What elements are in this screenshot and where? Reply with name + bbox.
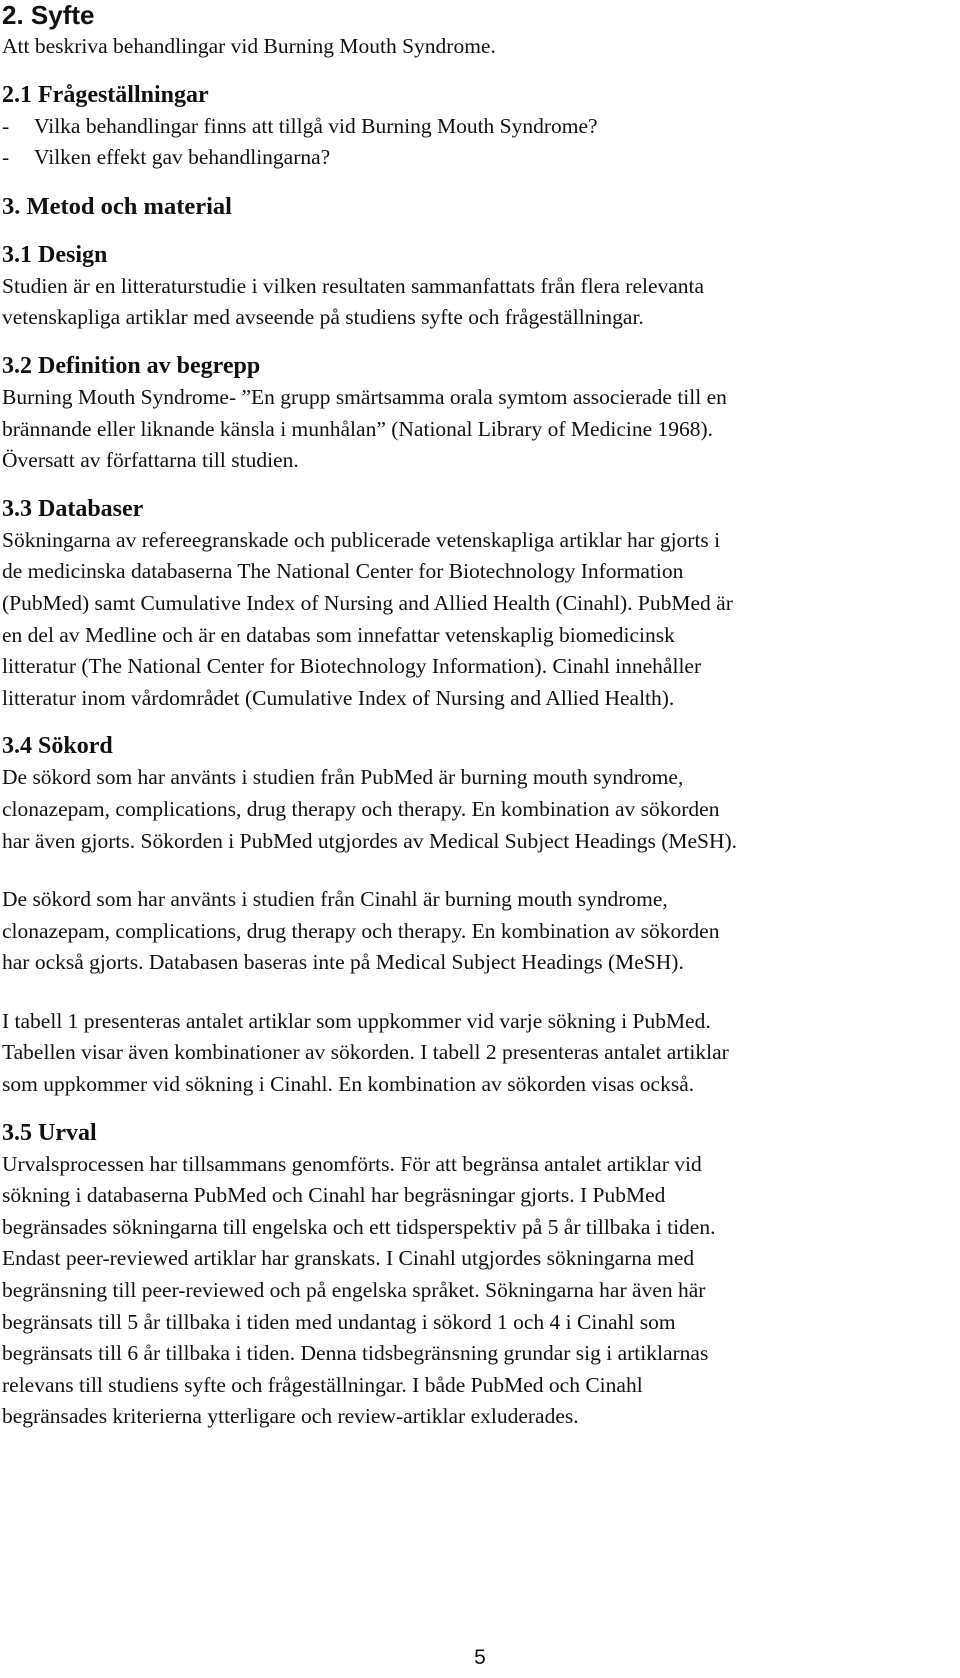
text-line: Endast peer-reviewed artiklar har granskats. I Cinahl utgjordes sökningarna med — [2, 1246, 695, 1271]
list-item-text: Vilka behandlingar finns att tillgå vid Burning Mouth Syndrome? — [34, 113, 598, 138]
text-line: De sökord som har använts i studien från PubMed är burning mouth syndrome, — [2, 765, 684, 790]
text-line: begränsats till 6 år tillbaka i tiden. Denna tidsbegränsning grundar sig i artiklarnas — [2, 1341, 709, 1366]
heading-design: 3.1 Design — [2, 241, 108, 268]
heading-sokord: 3.4 Sökord — [2, 733, 113, 760]
text-line: begränsning till peer-reviewed och på engelska språket. Sökningarna har även här — [2, 1278, 706, 1303]
text-line: Sökningarna av refereegranskade och publicerade vetenskapliga artiklar har gjorts i — [2, 527, 721, 552]
list-item — [2, 142, 954, 174]
text-line: litteratur (The National Center for Biotechnology Information). Cinahl innehåller — [2, 654, 702, 679]
text-line: Studien är en litteraturstudie i vilken resultaten sammanfattats från flera relevanta — [2, 273, 705, 298]
fragestallningar-list — [2, 111, 954, 174]
text-line: de medicinska databaserna The National Center for Biotechnology Information — [2, 559, 684, 584]
text-line: Översatt av författarna till studien. — [2, 448, 299, 473]
text-line: Tabellen visar även kombinationer av sökorden. I tabell 2 presenteras antalet artiklar — [2, 1040, 729, 1065]
heading-fragestallningar: 2.1 Frågeställningar — [2, 81, 209, 108]
text-line: relevans till studiens syfte och frågeställningar. I både PubMed och Cinahl — [2, 1372, 643, 1397]
text-line: en del av Medline och är en databas som innefattar vetenskaplig biomedicinsk — [2, 622, 675, 647]
page-number: 5 — [474, 1646, 486, 1669]
heading-definition: 3.2 Definition av begrepp — [2, 352, 261, 379]
text-line: I tabell 1 presenteras antalet artiklar som uppkommer vid varje sökning i PubMed. — [2, 1008, 711, 1033]
urval-text — [2, 1149, 954, 1433]
sokord-paragraph-cinahl — [2, 884, 954, 979]
text-line: begränsats till 5 år tillbaka i tiden med undantag i sökord 1 och 4 i Cinahl som — [2, 1309, 676, 1334]
text-line: har också gjorts. Databasen baseras inte på Medical Subject Headings (MeSH). — [2, 950, 684, 975]
design-text — [2, 271, 954, 334]
sokord-paragraph-pubmed — [2, 762, 954, 857]
text-line: Urvalsprocessen har tillsammans genomförts. För att begränsa antalet artiklar vid — [2, 1151, 702, 1176]
heading-metod: 3. Metod och material — [2, 192, 232, 220]
text-line: clonazepam, complications, drug therapy och therapy. En kombination av sökorden — [2, 796, 720, 821]
text-line: Burning Mouth Syndrome- ”En grupp smärtsamma orala symtom associerade till en — [2, 384, 727, 409]
heading-syfte: 2. Syfte — [2, 0, 95, 30]
list-item-text: Vilken effekt gav behandlingarna? — [34, 145, 331, 170]
text-line: har även gjorts. Sökorden i PubMed utgjordes av Medical Subject Headings (MeSH). — [2, 828, 738, 853]
list-item — [2, 111, 954, 143]
heading-urval: 3.5 Urval — [2, 1119, 97, 1146]
list-marker: - — [2, 145, 10, 170]
text-line: (PubMed) samt Cumulative Index of Nursing and Allied Health (Cinahl). PubMed är — [2, 590, 733, 615]
text-line: sökning i databaserna PubMed och Cinahl har begräsningar gjorts. I PubMed — [2, 1183, 666, 1208]
text-line: begränsades kriterierna ytterligare och review-artiklar exluderades. — [2, 1404, 579, 1429]
databaser-text — [2, 525, 954, 715]
text-line: litteratur inom vårdområdet (Cumulative Index of Nursing and Allied Health). — [2, 685, 675, 710]
text-line: De sökord som har använts i studien från Cinahl är burning mouth syndrome, — [2, 887, 668, 912]
text-line: brännande eller liknande känsla i munhålan” (National Library of Medicine 1968). — [2, 416, 714, 441]
text-line: som uppkommer vid sökning i Cinahl. En kombination av sökorden visas också. — [2, 1072, 695, 1097]
document-body — [2, 0, 954, 1433]
text-line: begränsades sökningarna till engelska och ett tidsperspektiv på 5 år tillbaka i tiden. — [2, 1214, 716, 1239]
syfte-text: Att beskriva behandlingar vid Burning Mouth Syndrome. — [2, 34, 496, 58]
sokord-paragraph-tables — [2, 1006, 954, 1101]
text-line: clonazepam, complications, drug therapy och therapy. En kombination av sökorden — [2, 918, 720, 943]
text-line: vetenskapliga artiklar med avseende på studiens syfte och frågeställningar. — [2, 305, 644, 330]
list-marker: - — [2, 113, 10, 138]
definition-text — [2, 382, 954, 477]
heading-databaser: 3.3 Databaser — [2, 495, 144, 522]
